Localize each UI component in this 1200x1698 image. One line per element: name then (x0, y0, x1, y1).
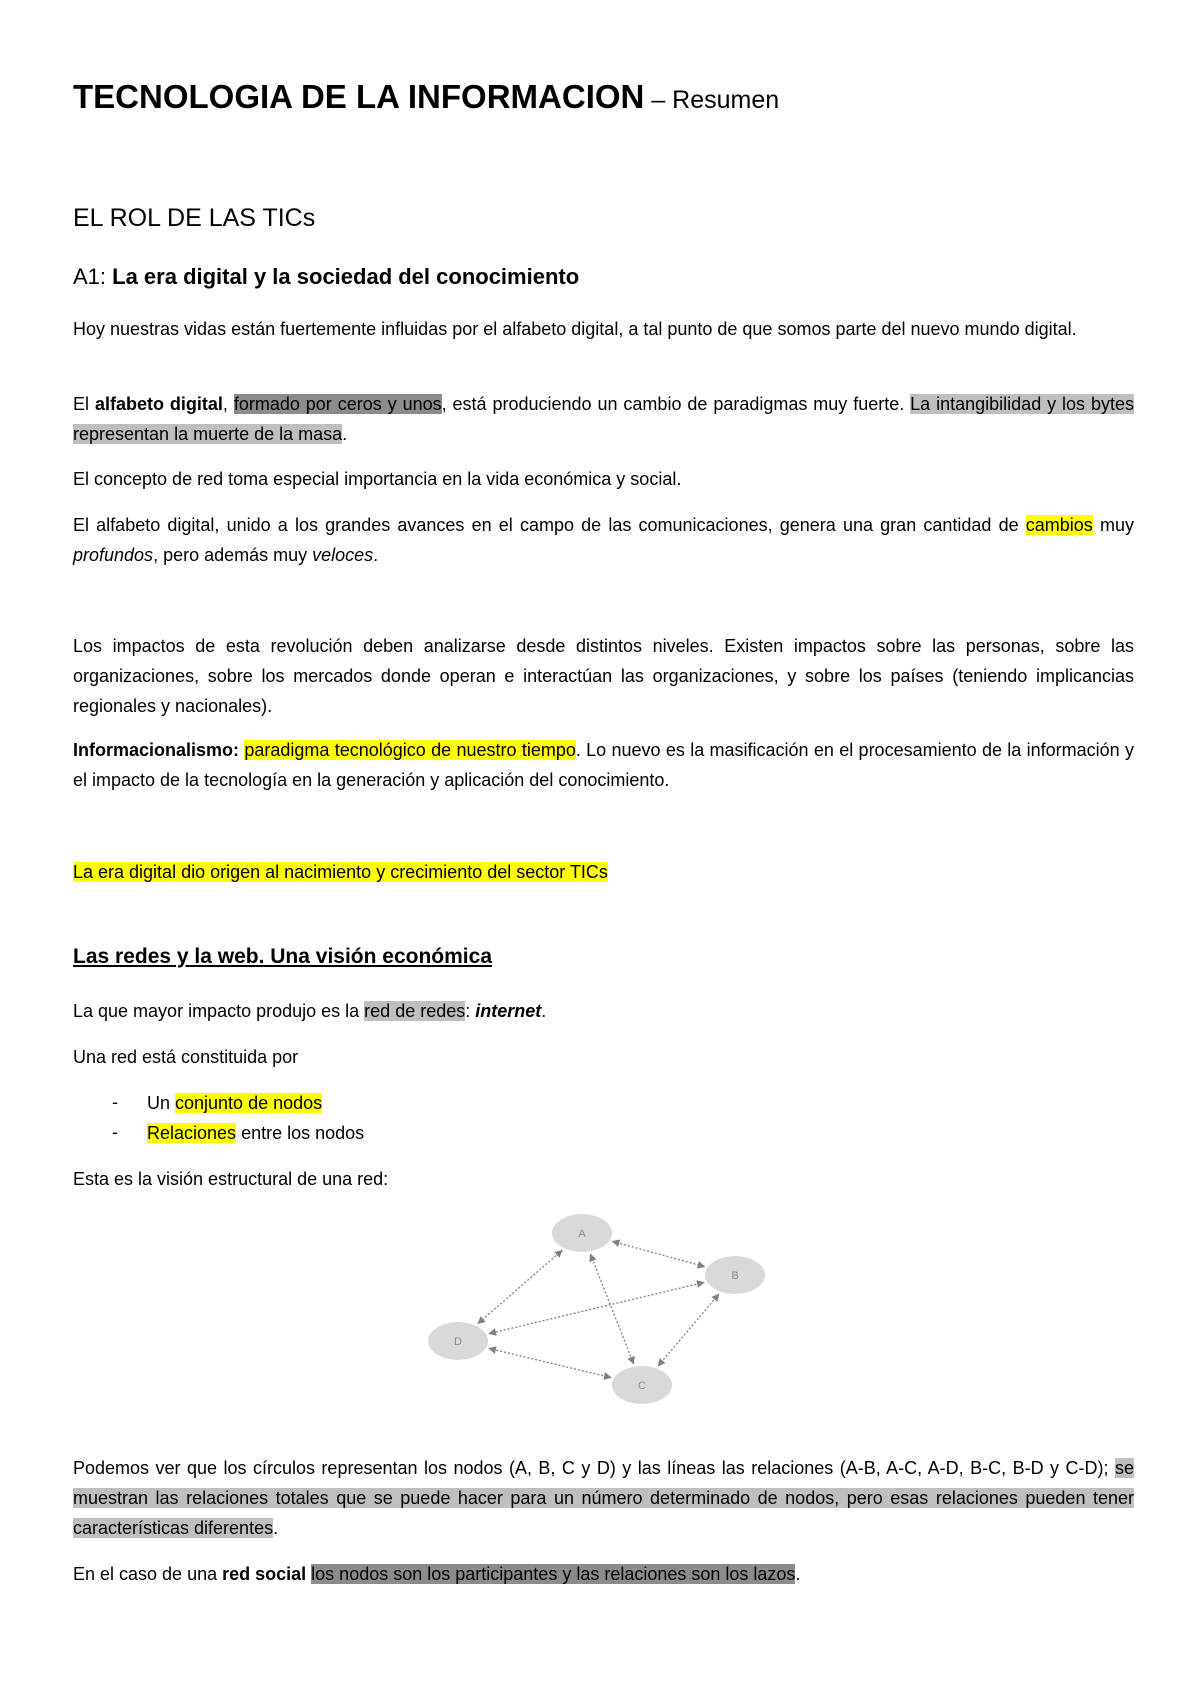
p4-text-4: . (373, 545, 379, 565)
p4-text-2: muy (1092, 515, 1134, 535)
redes-l1-highlight: red de redes (364, 1001, 466, 1021)
redes-l1-bold-italic: internet (475, 1001, 542, 1021)
redes-line-1 (73, 996, 546, 1026)
p2-text-2: , (222, 394, 234, 414)
p8-text-1: Podemos ver que los círculos representan los nodos (A, B, C y D) y las líneas las relaciones (A-B, A-C, A-D, B-C, B-D y C-D); (73, 1458, 1115, 1478)
list-item-1 (147, 1088, 322, 1118)
paragraph-5: Los impactos de esta revolución deben analizarse desde distintos niveles. Existen impactos sobre las personas, sobre las organizaciones, sobre los mercados donde operan e interactúan las organizaciones, y sobre los países (teniendo implicancias regionales y nacionales). (73, 636, 1134, 716)
paragraph-2 (73, 389, 1134, 449)
p4-italic-1: profundos (73, 545, 154, 565)
p7-highlight: La era digital dio origen al nacimiento y crecimiento del sector TICs (73, 862, 608, 882)
p4-highlight: cambios (1025, 515, 1093, 535)
li1-highlight: conjunto de nodos (175, 1093, 323, 1113)
paragraph-9 (73, 1559, 800, 1589)
li2-text: entre los nodos (236, 1123, 365, 1143)
li1-text: Un (147, 1093, 176, 1113)
edge-B-D (489, 1282, 704, 1333)
p6-bold: Informacionalismo: (73, 740, 240, 760)
p8-highlight: se muestran las relaciones totales que se puede hacer para un número determinado de nodos, pero esas relaciones pueden tener características diferentes (73, 1458, 1134, 1538)
p2-highlight-gray: La intangibilidad y los bytes representan la muerte de la masa (73, 394, 1134, 444)
paragraph-3: El concepto de red toma especial importancia en la vida económica y social. (73, 469, 682, 489)
p6-text: . Lo nuevo es la masificación en el procesamiento de la información y el impacto de la tecnología en la generación y aplicación del conocimiento. (73, 740, 1134, 790)
paragraph-8 (73, 1453, 1134, 1543)
redes-line-3: Esta es la visión estructural de una red: (73, 1169, 389, 1189)
title-subtitle: Resumen (672, 86, 780, 114)
title-text: TECNOLOGIA DE LA INFORMACION (73, 78, 645, 115)
node-label-A: A (578, 1228, 586, 1240)
subsection-title: La era digital y la sociedad del conocimiento (112, 264, 580, 289)
diagram-nodes (428, 1214, 765, 1404)
redes-l1-text-2: : (465, 1001, 476, 1021)
p8-text-2: . (273, 1518, 279, 1538)
node-label-D: D (454, 1336, 462, 1348)
paragraph-4 (73, 510, 1134, 570)
node-label-C: C (638, 1380, 646, 1392)
document-title (73, 78, 779, 116)
redes-heading (73, 945, 492, 969)
p4-text-3: , pero además muy (153, 545, 313, 565)
redes-heading-text: Las redes y la web. Una visión económica (73, 945, 492, 968)
subsection-heading (73, 264, 579, 290)
list-dash-1: - (112, 1092, 118, 1112)
redes-line-2: Una red está constituida por (73, 1047, 299, 1067)
paragraph-6 (73, 735, 1134, 795)
edge-A-B (612, 1241, 704, 1266)
p9-highlight: los nodos son los participantes y las relaciones son los lazos (311, 1564, 796, 1584)
list-dash-2: - (112, 1122, 118, 1142)
paragraph-1: Hoy nuestras vidas están fuertemente influidas por el alfabeto digital, a tal punto de que somos parte del nuevo mundo digital. (73, 319, 1077, 339)
p4-text-1: El alfabeto digital, unido a los grandes avances en el campo de las comunicaciones, genera una gran cantidad de (73, 515, 1026, 535)
p2-text-3: , está produciendo un cambio de paradigmas muy fuerte. (441, 394, 911, 414)
p2-text-4: . (342, 424, 348, 444)
p6-highlight: paradigma tecnológico de nuestro tiempo (244, 740, 576, 760)
p2-highlight-dark: formado por ceros y unos (233, 394, 442, 414)
list-item-2 (147, 1118, 364, 1148)
p4-italic-2: veloces (312, 545, 374, 565)
paragraph-7 (73, 857, 608, 887)
edge-B-C (658, 1294, 719, 1366)
section-heading: EL ROL DE LAS TICs (73, 204, 316, 232)
subsection-prefix: A1: (73, 264, 113, 289)
li2-highlight: Relaciones (147, 1123, 237, 1143)
node-label-B: B (731, 1270, 739, 1282)
edge-A-D (478, 1250, 562, 1323)
redes-l1-text-3: . (541, 1001, 547, 1021)
diagram-edges (478, 1241, 719, 1377)
p9-bold: red social (222, 1564, 307, 1584)
redes-l1-text-1: La que mayor impacto produjo es la (73, 1001, 365, 1021)
edge-A-C (590, 1254, 633, 1364)
p2-bold: alfabeto digital (94, 394, 223, 414)
p2-text-1: El (73, 394, 95, 414)
network-diagram (410, 1205, 810, 1435)
edge-C-D (489, 1348, 611, 1377)
title-separator: – (644, 86, 673, 114)
p9-text-1: En el caso de una (73, 1564, 223, 1584)
p9-text-3: . (795, 1564, 801, 1584)
